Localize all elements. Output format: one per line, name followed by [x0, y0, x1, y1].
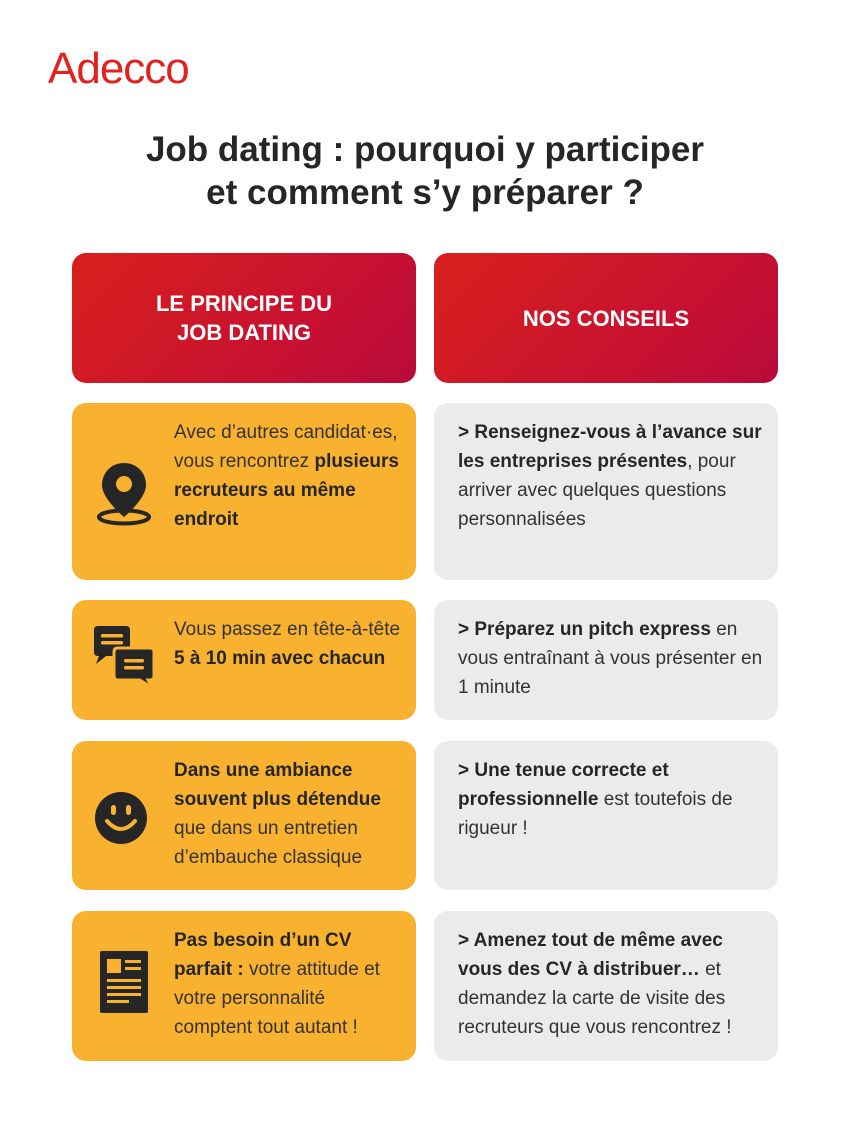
advice-column-header — [434, 253, 778, 383]
principle-card-4 — [72, 911, 416, 1061]
principle-header-line-1: LE PRINCIPE DU — [155, 291, 333, 316]
resume-document-icon — [98, 949, 150, 1015]
advice-card-3 — [434, 741, 778, 890]
advice-text-1: > Renseignez-vous à l’avance sur les entreprises présentes, pour arriver avec quelques questions personnalisées — [458, 422, 762, 530]
principle-text-3: Dans une ambiance souvent plus détendue que dans un entretien d’embauche classique — [174, 760, 381, 868]
advice-text-2: > Préparez un pitch express en vous entraînant à vous présenter en 1 minute — [458, 619, 763, 698]
title-line-1: Job dating : pourquoi y participer — [145, 130, 705, 169]
principle-card-1 — [72, 403, 416, 580]
advice-card-2 — [434, 600, 778, 720]
advice-card-4 — [434, 911, 778, 1061]
principle-text-2: Vous passez en tête-à-tête 5 à 10 min avec chacun — [174, 619, 401, 669]
principle-card-3 — [72, 741, 416, 890]
chat-bubbles-icon — [90, 624, 158, 692]
smiley-face-icon — [94, 791, 148, 845]
principle-card-2 — [72, 600, 416, 720]
advice-card-1 — [434, 403, 778, 580]
principle-text-4: Pas besoin d’un CV parfait : votre attitude et votre personnalité comptent tout autant ! — [174, 930, 380, 1038]
location-pin-icon — [94, 461, 154, 527]
page-title — [0, 128, 850, 214]
advice-text-4: > Amenez tout de même avec vous des CV à distribuer… et demandez la carte de visite des recruteurs que vous rencontrez ! — [458, 930, 732, 1038]
advice-text-3: > Une tenue correcte et professionnelle est toutefois de rigueur ! — [458, 760, 733, 839]
principle-text-1: Avec d’autres candidat·es, vous rencontrez plusieurs recruteurs au même endroit — [174, 422, 399, 530]
advice-header-label: NOS CONSEILS — [522, 305, 690, 331]
title-line-2: et comment s’y préparer ? — [206, 173, 644, 212]
principle-column-header — [72, 253, 416, 383]
principle-header-line-2: JOB DATING — [176, 320, 312, 345]
adecco-logo: Adecco — [48, 44, 189, 93]
